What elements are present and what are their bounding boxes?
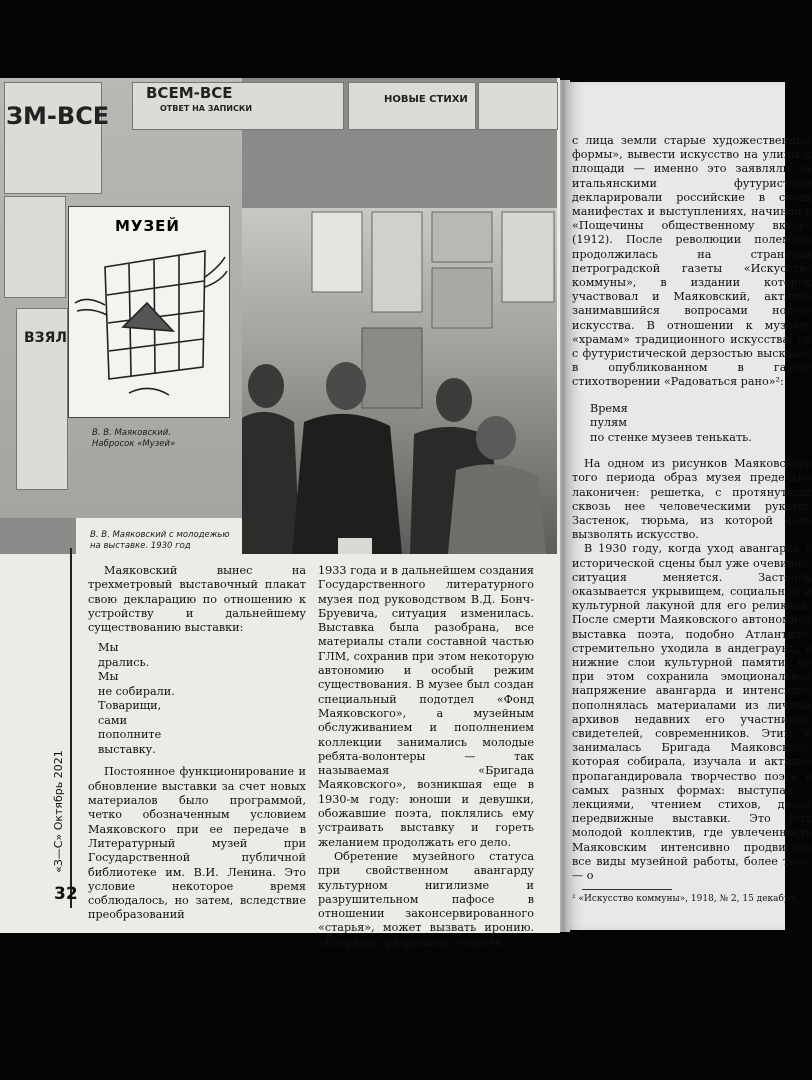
poster-text: ОТВЕТ НА ЗАПИСКИ (160, 104, 253, 113)
paragraph: Постоянное функционирование и обновление выставки за счет новых материалов было программой, четко обозначенным условием Маяковского при ее передаче в Литературный музей при Государственной публичной библиотеке им. В.И. Ленина. Это условие некоторое время соблюдалось, но затем, вследствие преобразований (88, 765, 306, 922)
footnote: ² «Искусство коммуны», 1918, № 2, 15 декабря. (572, 894, 799, 905)
poem-line: не собирали. (98, 684, 175, 698)
photo-caption (90, 530, 230, 552)
poster (348, 82, 476, 130)
poster-text: ВСЕМ-ВСЕ (146, 84, 233, 102)
poem-line: Мы (98, 641, 119, 655)
exhibition-photo (0, 78, 557, 554)
poem-line: пополните (98, 728, 162, 742)
magazine-footer: «З—С» Октябрь 2021 (52, 750, 65, 873)
poem (98, 641, 306, 757)
text-column-left (88, 564, 306, 923)
page-number: 32 (54, 884, 78, 904)
text-column-middle (318, 564, 534, 950)
paragraph: Маяковский вынес на трехметровый выставочный плакат свою декларацию по отношению к устройству и дальнейшему существованию выставки: (88, 564, 306, 635)
paragraph: с лица земли старые художественные формы», вывести искусство на улицы и площади — именно это заявляли за итальянскими футуристами декларировали российские в своих манифестах и выступлениях, начиная с «Пощечины общественному вкусу» (1912). После революции полемика продолжилась на страницах петроградской газеты «Искусство коммуны», в издании которой участвовал и Маяковский, активно занимавшийся вопросами нового искусства. В отношении к музеям, «храмам» традиционного искусства, он с футуристической дерзостью высказал в опубликованном в газете стихотворении «Радоваться рано»²: (572, 134, 812, 389)
paragraph: В 1930 году, когда уход авангарда с исторической сцены был уже очевиден, ситуация меняется. Застенок оказывается укрывищем, социальной и культурной лакуной для его реликвий. После смерти Маяковского автономная выставка поэта, подобно Атлантиде, стремительно уходила в андеграунд, в нижние слои культурной памяти, но при этом сохранила эмоциональное напряжение авангарда и интенсивно пополнялась материалами из личных архивов недавних его участников, свидетелей, современников. Этим и занималась Бригада Маяковского, которая собирала, изучала и активно пропагандировала творчество поэта в самых разных формах: выступая с лекциями, чтением стихов, делая передвижные выставки. Это был молодой коллектив, где увлеченность Маяковским интенсивно продвигала все виды музейной работы, более того, — о (572, 542, 812, 883)
right-page (566, 82, 812, 930)
paragraph: 1933 года и в дальнейшем создания Государственного литературного музея под руководством В.Д. Бонч-Бруевича, ситуация изменилась. Выставка была разобрана, все материалы стали составной частью ГЛМ, сохранив при этом некоторую автономию и особый режим существования. В музее был создан специальный подотдел «Фонд Маяковского», а музейным обслуживанием и пополнением коллекции занимались молодые ребята-волонтеры — так называемая «Бригада Маяковского», возникшая еще в 1930-м году: юноши и девушки, обожавшие поэта, поклялись ему устраивать выставку и гореть желанием продолжать его дело. (318, 564, 534, 849)
museum-sketch (68, 206, 230, 418)
poem-line: выставку. (98, 742, 156, 756)
poem-line: дрались. (98, 655, 150, 669)
people-photo (242, 208, 557, 554)
poster-text: ВЗЯЛ (24, 330, 68, 346)
left-page (0, 78, 560, 949)
caption-line: В. В. Маяковский. (92, 428, 172, 438)
poster-text: ЗМ-ВСЕ (6, 102, 110, 130)
paragraph: На одном из рисунков Маяковского того периода образ музея предельно лаконичен: решетка, с протянутыми сквозь нее человеческими руками. Застенок, тюрьма, из которой надо вызволять искусство. (572, 457, 812, 542)
footnote-rule (582, 889, 672, 890)
poem (590, 402, 812, 446)
poem-line: Время (590, 401, 628, 415)
people-silhouettes (242, 208, 557, 554)
sketch-title: МУЗЕЙ (115, 217, 180, 235)
poster (4, 82, 102, 194)
poster (478, 82, 558, 130)
poem-line: Мы (98, 670, 119, 684)
text-column-right (572, 134, 812, 905)
caption-line: Набросок «Музей» (92, 439, 176, 449)
sketch-caption (92, 428, 175, 450)
poem-line: Товарищи, (98, 699, 162, 713)
poster (4, 196, 66, 298)
poem-line: пулям (590, 416, 627, 430)
caption-line: на выставке. 1930 год (90, 541, 191, 551)
grate-drawing (69, 207, 229, 417)
margin-rule (70, 548, 72, 908)
poster-text: НОВЫЕ СТИХИ (384, 94, 468, 105)
paragraph: Обретение музейного статуса при свойственном авангарду культурном нигилизме и разрушительном пафосе в отношении законсервированного «старья», может вызвать иронию. «Взорвать, разрушить, стереть (318, 849, 534, 949)
poem-line: сами (98, 713, 128, 727)
caption-line: В. В. Маяковский с молодежью (90, 530, 230, 540)
poem-line: по стенке музеев тенькать. (590, 430, 752, 444)
